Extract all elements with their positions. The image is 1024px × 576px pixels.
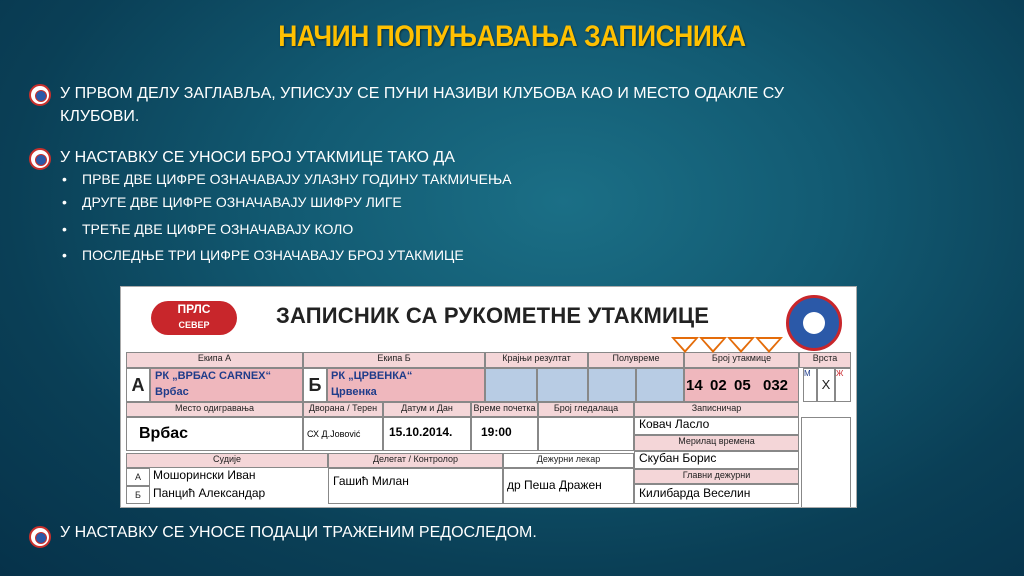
pointer-arrow-icon (755, 337, 783, 353)
header-doctor: Дежурни лекар (503, 453, 634, 468)
form-title: ЗАПИСНИК СА РУКОМЕТНЕ УТАКМИЦЕ (276, 303, 710, 328)
bullet-logo-icon (29, 526, 51, 548)
team-b-letter: Б (303, 368, 327, 402)
bullet-item (62, 247, 464, 263)
match-digits-number: 032 (763, 377, 789, 394)
header-delegate: Делегат / Контролор (328, 453, 503, 468)
delegate-value: Гашић Милан (333, 474, 409, 488)
header-final: Крајњи резултат (485, 352, 588, 368)
header-timekeeper: Мерилац времена (634, 435, 799, 451)
bullet-text: ТРЕЋЕ ДВЕ ЦИФРЕ ОЗНАЧАВАЈУ КОЛО (82, 221, 354, 237)
header-start: Време почетка (471, 402, 538, 417)
bullet-dot: • (62, 194, 67, 210)
header-team-a: Екипа А (126, 352, 303, 368)
type-m: М (803, 368, 817, 402)
time-value: 19:00 (481, 425, 512, 439)
referee-b: Панцић Александар (153, 486, 266, 500)
match-digits-round: 05 (734, 377, 751, 394)
prls-logo-top: ПРЛС (177, 302, 211, 316)
doctor-value: др Пеша Дражен (507, 478, 602, 492)
slide-title: НАЧИН ПОПУЊАВАЊА ЗАПИСНИКА (278, 20, 746, 53)
match-digits-league: 02 (710, 377, 727, 394)
header-main-duty: Главни дежурни (634, 469, 799, 484)
referee-a: Мошорински Иван (153, 468, 256, 482)
header-date: Датум и Дан (383, 402, 471, 417)
spectators-cell (538, 417, 634, 451)
type-x: Х (817, 368, 835, 402)
prls-logo (151, 301, 237, 335)
pointer-arrow-icon (699, 337, 727, 353)
final-a (485, 368, 537, 402)
half-b (636, 368, 684, 402)
scorer-value: Ковач Ласло (639, 417, 710, 431)
bullet-dot: • (62, 171, 67, 187)
side-box (801, 417, 851, 508)
header-type: Врста (799, 352, 851, 368)
date-value: 15.10.2014. (389, 425, 453, 439)
timekeeper-value: Скубан Борис (639, 451, 717, 465)
final-b (537, 368, 588, 402)
header-team-b: Екипа Б (303, 352, 485, 368)
team-a-city: Врбас (155, 386, 189, 398)
pointer-arrow-icon (671, 337, 699, 353)
match-report-form-image (120, 286, 857, 508)
team-b-city: Црвенка (331, 386, 377, 398)
bullet-text: ДРУГЕ ДВЕ ЦИФРЕ ОЗНАЧАВАЈУ ШИФРУ ЛИГЕ (82, 194, 402, 210)
ref-b-label: Б (126, 486, 150, 504)
bullet-text: ПОСЛЕДЊЕ ТРИ ЦИФРЕ ОЗНАЧАВАЈУ БРОЈ УТАКМИЦЕ (82, 247, 464, 263)
point-3: У НАСТАВКУ СЕ УНОСЕ ПОДАЦИ ТРАЖЕНИМ РЕДОСЛЕДОМ. (60, 524, 537, 541)
team-b-name: РК „ЦРВЕНКА“ (331, 370, 413, 382)
bullet-dot: • (62, 221, 67, 237)
ref-a-label: А (126, 468, 150, 486)
team-a-letter: А (126, 368, 150, 402)
half-a (588, 368, 636, 402)
hall-value: СХ Д.Јовović (307, 429, 361, 439)
main-duty-value: Килибарда Веселин (639, 486, 751, 500)
point-2: У НАСТАВКУ СЕ УНОСИ БРОЈ УТАКМИЦЕ ТАКО ДА (60, 149, 455, 166)
bullet-logo-icon (29, 84, 51, 106)
bullet-item (62, 194, 402, 210)
bullet-text: ПРВЕ ДВЕ ЦИФРЕ ОЗНАЧАВАЈУ УЛАЗНУ ГОДИНУ ТАКМИЧЕЊА (82, 171, 512, 187)
header-hall: Дворана / Терен (303, 402, 383, 417)
point-1-line-1: У ПРВОМ ДЕЛУ ЗАГЛАВЉА, УПИСУЈУ СЕ ПУНИ НАЗИВИ КЛУБОВА КАО И МЕСТО ОДАКЛЕ СУ (60, 85, 784, 102)
bullet-dot: • (62, 247, 67, 263)
bullet-item (62, 171, 511, 187)
point-1-line-2: КЛУБОВИ. (60, 108, 140, 125)
header-match-no: Број утакмице (684, 352, 799, 368)
header-venue: Место одигравања (126, 402, 303, 417)
pointer-arrow-icon (727, 337, 755, 353)
team-a-name: РК „ВРБАС CARNEX“ (155, 370, 271, 382)
federation-seal-icon (786, 295, 842, 351)
header-half: Полувреме (588, 352, 684, 368)
type-z: Ж (835, 368, 851, 402)
header-spectators: Број гледалаца (538, 402, 634, 417)
prls-logo-bottom: СЕВЕР (178, 320, 210, 330)
header-referees: Судије (126, 453, 328, 468)
bullet-item (62, 221, 353, 237)
header-scorer: Записничар (634, 402, 799, 417)
venue-value: Врбас (139, 425, 189, 442)
bullet-logo-icon (29, 148, 51, 170)
match-digits-year: 14 (686, 377, 703, 394)
